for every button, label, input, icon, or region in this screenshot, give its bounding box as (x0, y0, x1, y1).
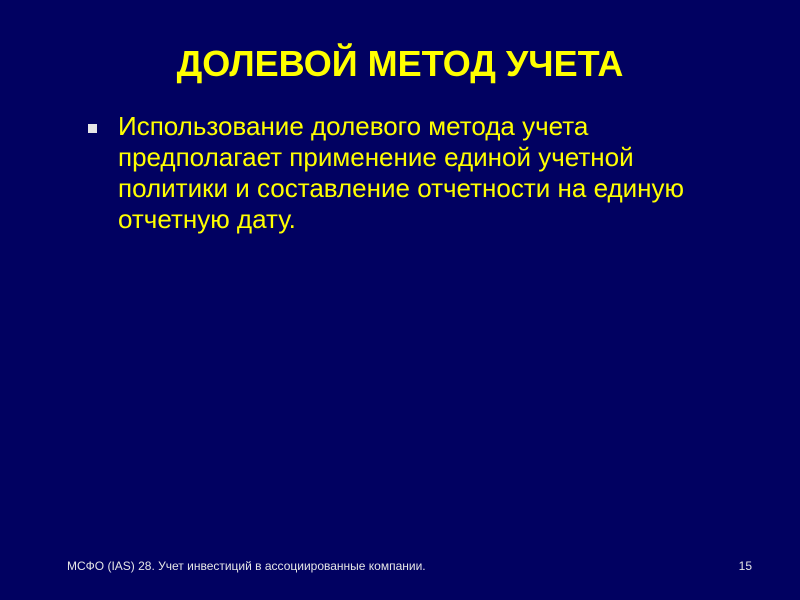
bullet-item (86, 111, 686, 235)
bullet-list (86, 111, 686, 235)
page-number: 15 (738, 559, 752, 573)
slide-footer: МСФО (IAS) 28. Учет инвестиций в ассоциированные компании. (67, 559, 426, 573)
square-bullet-icon (88, 124, 97, 133)
slide-title: ДОЛЕВОЙ МЕТОД УЧЕТА (176, 43, 624, 84)
bullet-text: Использование долевого метода учета предполагает применение единой учетной политики и составление отчетности на единую отчетную дату. (118, 111, 685, 234)
